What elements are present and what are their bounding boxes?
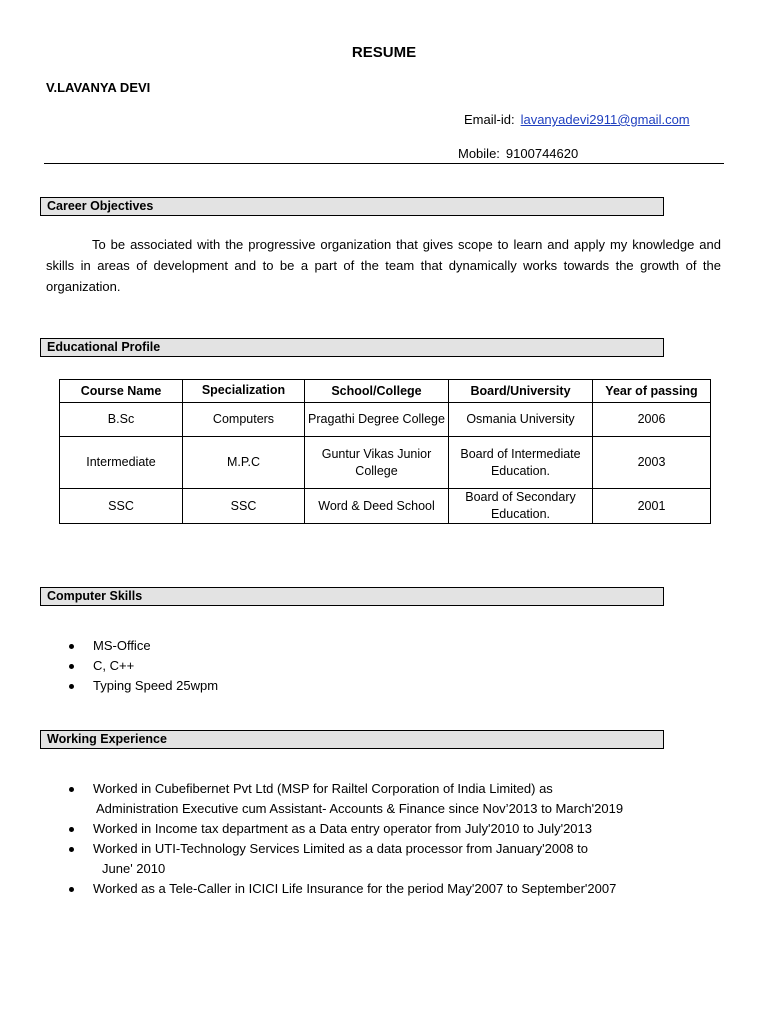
section-career-objectives: Career Objectives [40,197,664,216]
list-item [69,819,709,839]
col-school-college: School/College [305,380,449,403]
cell-course: Intermediate [60,437,183,489]
mobile-row [458,146,578,161]
cell-board: Osmania University [449,403,593,437]
col-course-name: Course Name [60,380,183,403]
experience-text-continued: June' 2010 [102,861,166,876]
list-item [69,636,218,656]
cell-board: Board of Secondary Education. [449,489,593,524]
bullet-icon [69,644,74,649]
email-label: Email-id: [464,112,515,127]
skill-text: Typing Speed 25wpm [93,678,219,693]
experience-list [69,779,709,899]
header-divider [44,163,724,164]
cell-specialization: Computers [183,403,305,437]
experience-text: Worked in Cubefibernet Pvt Ltd (MSP for Railtel Corporation of India Limited) as [93,781,553,796]
cell-course: B.Sc [60,403,183,437]
cell-board: Board of Intermediate Education. [449,437,593,489]
candidate-name: V.LAVANYA DEVI [46,80,151,95]
education-table [59,379,711,524]
skills-list [69,636,218,696]
email-row [464,112,690,127]
list-item [69,839,709,879]
cell-specialization: SSC [183,489,305,524]
cell-school: Pragathi Degree College [305,403,449,437]
cell-specialization: M.P.C [183,437,305,489]
bullet-icon [69,664,74,669]
career-objective-text: To be associated with the progressive organization that gives scope to learn and apply my knowledge and skills in areas of development and to be a part of the team that dynamically works towards the growth of the organization. [46,237,721,294]
bullet-icon [69,827,74,832]
col-year-of-passing: Year of passing [593,380,711,403]
cell-year: 2003 [593,437,711,489]
experience-text: Worked in Income tax department as a Data entry operator from July'2010 to July'2013 [93,821,592,836]
cell-year: 2001 [593,489,711,524]
list-item [69,879,709,899]
email-link[interactable]: lavanyadevi2911@gmail.com [520,112,690,127]
section-computer-skills: Computer Skills [40,587,664,606]
mobile-label: Mobile: [458,146,500,161]
bullet-icon [69,787,74,792]
list-item [69,779,709,819]
experience-text: Worked in UTI-Technology Services Limited as a data processor from January'2008 to [93,841,589,856]
mobile-value: 9100744620 [505,146,579,161]
skill-text: C, C++ [93,658,135,673]
cell-school: Word & Deed School [305,489,449,524]
col-board-university: Board/University [449,380,593,403]
list-item [69,676,218,696]
table-row [60,489,711,524]
cell-course: SSC [60,489,183,524]
resume-title: RESUME [351,44,417,61]
cell-year: 2006 [593,403,711,437]
bullet-icon [69,847,74,852]
bullet-icon [69,887,74,892]
experience-text-continued: Administration Executive cum Assistant- Accounts & Finance since Nov’2013 to March'2019 [96,801,624,816]
table-row [60,437,711,489]
bullet-icon [69,684,74,689]
table-header-row [60,380,711,403]
table-row [60,403,711,437]
list-item [69,656,218,676]
section-working-experience: Working Experience [40,730,664,749]
experience-text: Worked as a Tele-Caller in ICICI Life Insurance for the period May'2007 to September'2007 [93,881,617,896]
section-educational-profile: Educational Profile [40,338,664,357]
col-specialization: Specialization [183,380,305,403]
cell-school: Guntur Vikas Junior College [305,437,449,489]
skill-text: MS-Office [93,638,151,653]
